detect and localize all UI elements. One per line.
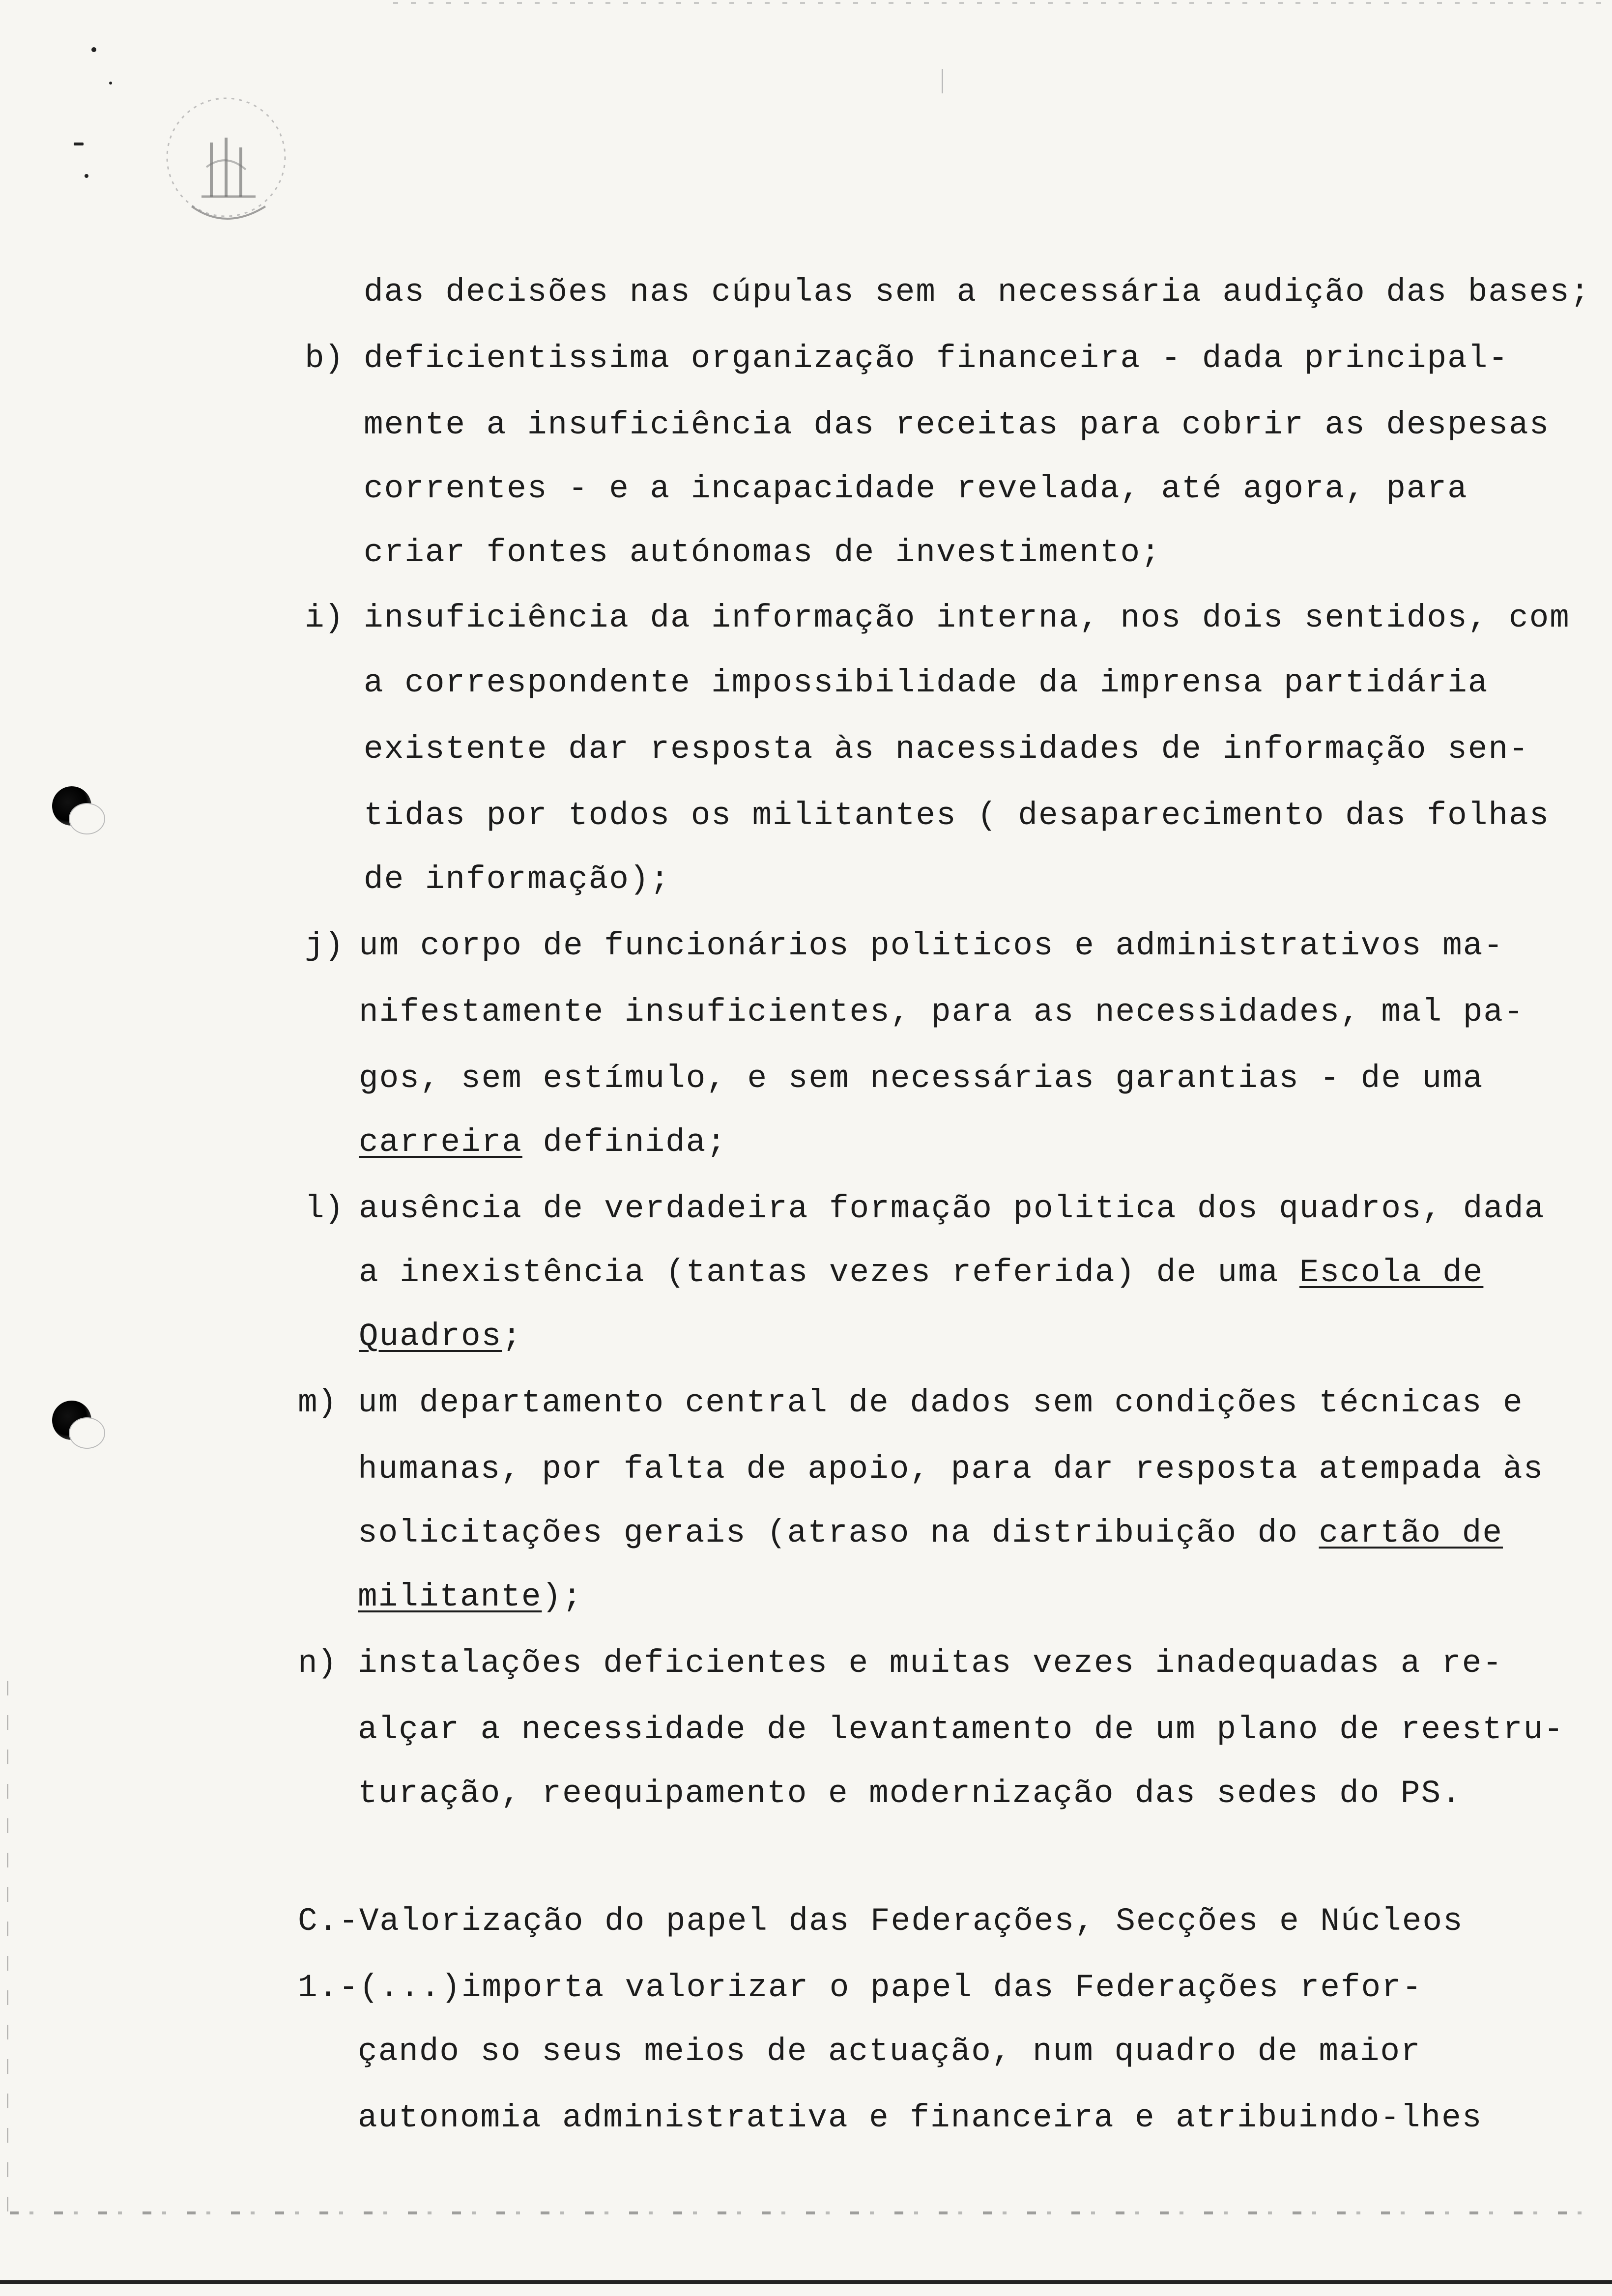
text-line <box>359 1123 727 1162</box>
text-line: çando so seus meios de actuação, num quadro de maior <box>358 2033 1421 2070</box>
text-line: gos, sem estímulo, e sem necessárias garantias - de uma <box>359 1060 1484 1097</box>
punch-hole-icon <box>52 786 91 826</box>
item-label-n: n) <box>298 1645 337 1682</box>
speck <box>942 69 943 93</box>
speck <box>91 47 96 52</box>
underlined-term: cartão de <box>1319 1515 1503 1551</box>
scan-artifact-top <box>393 2 1602 4</box>
punch-hole-icon <box>52 1401 91 1440</box>
speck <box>74 143 84 145</box>
underlined-term: Quadros <box>359 1318 502 1355</box>
speck <box>109 82 112 85</box>
scan-artifact-left <box>7 1681 8 2221</box>
faint-stamp-icon <box>147 84 300 236</box>
text-line: autonomia administrativa e financeira e atribuindo-lhes <box>358 2099 1483 2136</box>
speck <box>85 174 88 178</box>
text-line: alçar a necessidade de levantamento de um plano de reestru- <box>358 1711 1564 1748</box>
text-line: deficientissima organização financeira - dada principal- <box>364 340 1509 377</box>
text-line: a correspondente impossibilidade da imprensa partidária <box>364 664 1489 701</box>
text-line: mente a insuficiência das receitas para cobrir as despesas <box>364 406 1550 443</box>
text-line: ausência de verdadeira formação politica dos quadros, dada <box>359 1190 1545 1227</box>
underlined-term: militante <box>358 1578 542 1615</box>
item-label-i: i) <box>305 600 344 636</box>
text-line: 1.-(...)importa valorizar o papel das Federações refor- <box>298 1969 1423 2006</box>
scan-artifact-bottom <box>10 2211 1602 2214</box>
text-line: das decisões nas cúpulas sem a necessária audição das bases; <box>364 274 1591 311</box>
text-line <box>358 1578 583 1617</box>
text-line <box>359 1317 522 1356</box>
text-line <box>358 1514 1503 1553</box>
text-line: um corpo de funcionários politicos e administrativos ma- <box>359 927 1504 964</box>
text-line: existente dar resposta às nacessidades de informação sen- <box>364 731 1529 768</box>
text-line <box>359 1253 1483 1292</box>
text-line: insuficiência da informação interna, nos dois sentidos, com <box>364 600 1570 636</box>
text-line: criar fontes autónomas de investimento; <box>364 534 1161 571</box>
text-span: a inexistência (tantas vezes referida) de uma <box>359 1254 1299 1291</box>
text-span: solicitações gerais (atraso na distribuição do <box>358 1515 1319 1551</box>
item-label-b: b) <box>305 340 344 377</box>
section-heading: C.-Valorização do papel das Federações, Secções e Núcleos <box>298 1903 1464 1940</box>
underlined-term: Escola de <box>1299 1254 1484 1291</box>
text-line: um departamento central de dados sem condições técnicas e <box>358 1384 1524 1421</box>
page-bottom-edge <box>0 2280 1612 2284</box>
text-line: instalações deficientes e muitas vezes inadequadas a re- <box>358 1645 1503 1682</box>
text-line: de informação); <box>364 861 671 898</box>
text-span: definida; <box>522 1124 727 1161</box>
text-span: ); <box>542 1578 583 1615</box>
text-line: correntes - e a incapacidade revelada, até agora, para <box>364 470 1468 507</box>
underlined-term: carreira <box>359 1124 522 1161</box>
text-line: humanas, por falta de apoio, para dar resposta atempada às <box>358 1451 1544 1488</box>
text-span: ; <box>502 1318 522 1355</box>
text-line: tidas por todos os militantes ( desaparecimento das folhas <box>364 797 1550 834</box>
item-label-l: l) <box>305 1190 344 1227</box>
text-line: nifestamente insuficientes, para as necessidades, mal pa- <box>359 994 1525 1031</box>
item-label-m: m) <box>298 1384 337 1421</box>
text-line: turação, reequipamento e modernização das sedes do PS. <box>358 1775 1462 1812</box>
item-label-j: j) <box>305 927 344 964</box>
